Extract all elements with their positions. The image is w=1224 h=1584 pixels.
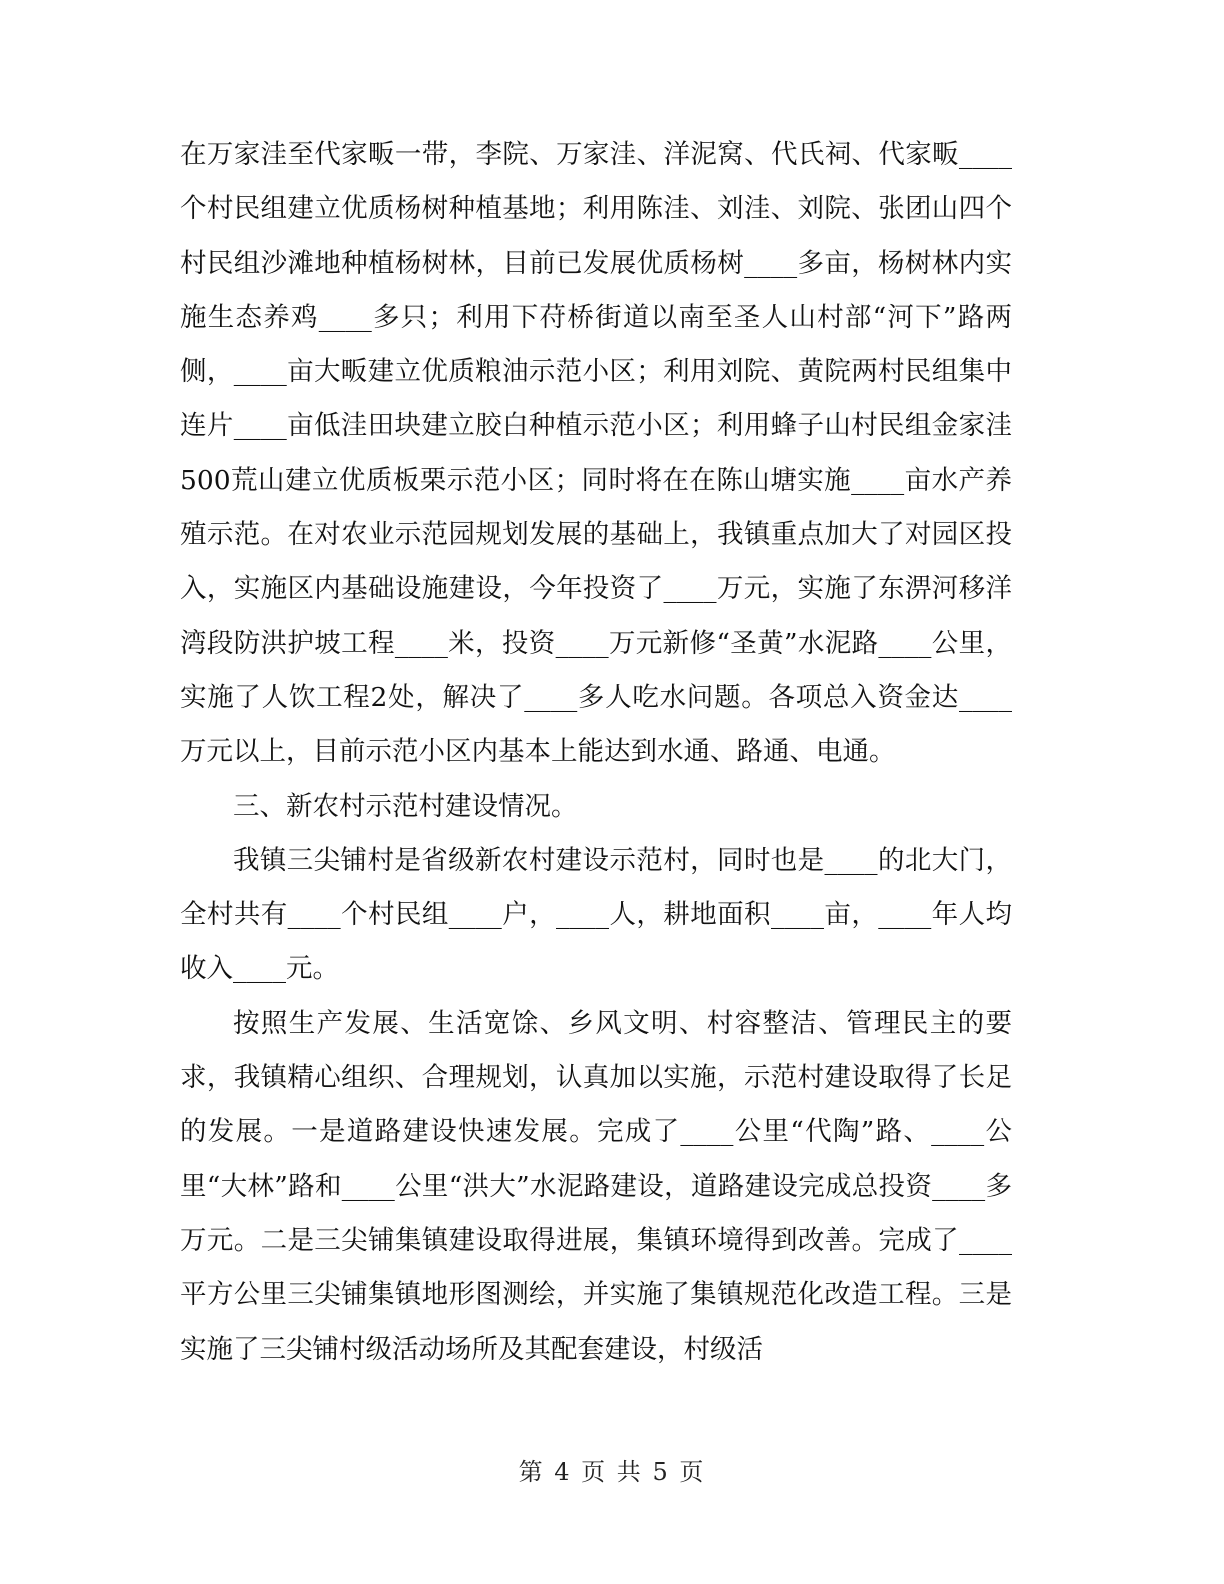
section-heading-3: 三、新农村示范村建设情况。 [233,790,578,822]
paragraph-4: 按照生产发展、生活宽馀、乡风文明、村容整洁、管理民主的要求，我镇精心组织、合理规划，认真加以实施，示范村建设取得了长足的发展。一是道路建设快速发展。完成了____公里“代陶”路、____公里“大林”路和____公里“洪大”水泥路建设，道路建设完成总投资____多万元。二是三尖铺集镇建设取得进展，集镇环境得到改善。完成了____平方公里三尖铺集镇地形图测绘，并实施了集镇规范化改造工程。三是实施了三尖铺村级活动场所及其配套建设，村级活 [180,1007,1012,1365]
page-number-footer: 第 4 页 共 5 页 [518,1458,706,1486]
paragraph-3: 我镇三尖铺村是省级新农村建设示范村，同时也是____的北大门，全村共有____个村民组____户，____人，耕地面积____亩，____年人均收入____元。 [180,844,1012,985]
paragraph-1: 在万家洼至代家畈一带，李院、万家洼、洋泥窝、代氏祠、代家畈____个村民组建立优质杨树种植基地；利用陈洼、刘洼、刘院、张团山四个村民组沙滩地种植杨树林，目前已发展优质杨树____多亩，杨树林内实施生态养鸡____多只；利用下苻桥街道以南至圣人山村部“河下”路两侧，____亩大畈建立优质粮油示范小区；利用刘院、黄院两村民组集中连片____亩低洼田块建立胶白种植示范小区；利用蜂子山村民组金家洼500荒山建立优质板栗示范小区；同时将在在陈山塘实施____亩水产养殖示范。在对农业示范园规划发展的基础上，我镇重点加大了对园区投入，实施区内基础设施建设，今年投资了____万元，实施了东淠河移洋湾段防洪护坡工程____米，投资____万元新修“圣黄”水泥路____公里，实施了人饮工程2处，解决了____多人吃水问题。各项总入资金达____万元以上，目前示范小区内基本上能达到水通、路通、电通。 [180,139,1012,768]
document-body [180,128,1012,1377]
